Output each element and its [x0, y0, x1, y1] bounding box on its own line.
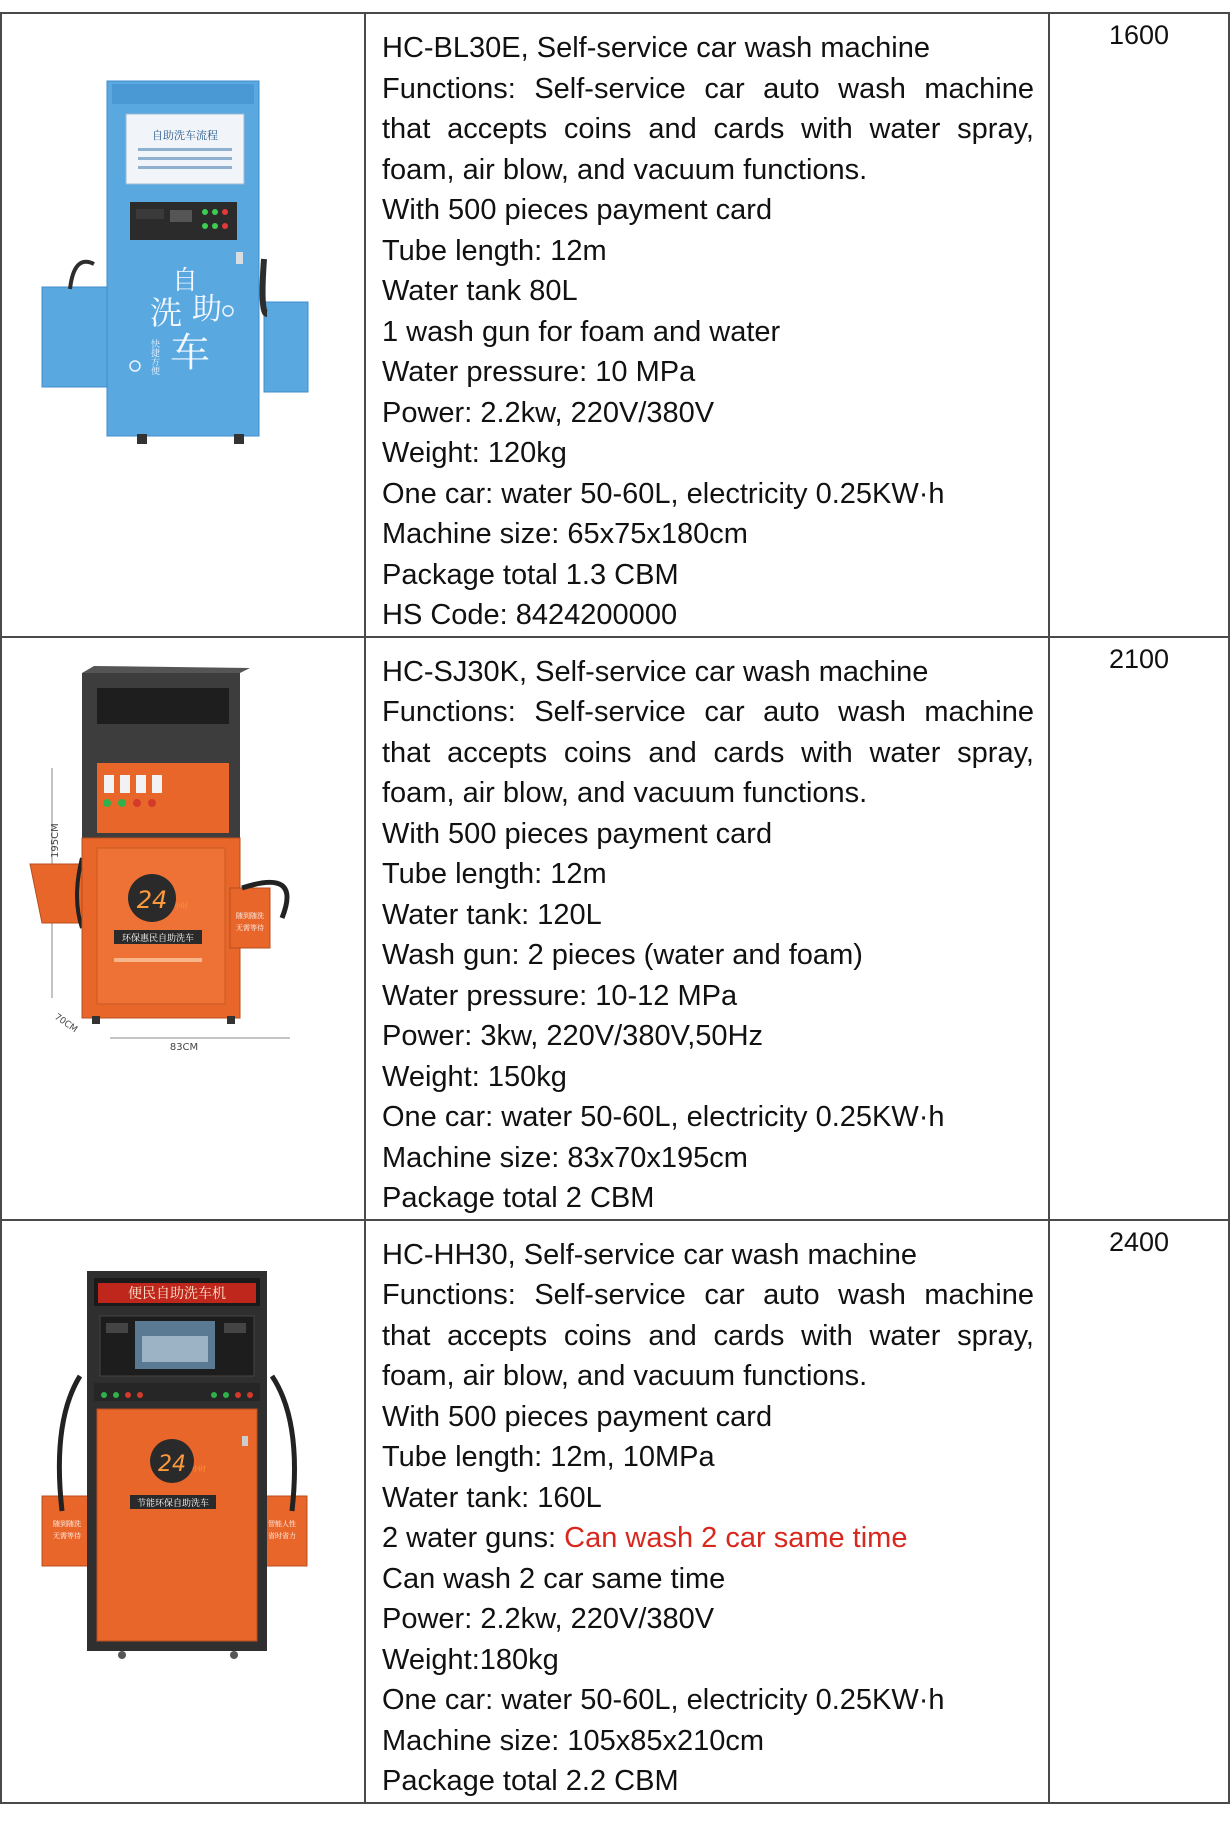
- description-line: Functions: Self-service car auto wash machine that accepts coins and cards with water spray, foam, air blow, and vacuum functions.: [382, 72, 1034, 186]
- product-table: [0, 12, 1230, 1804]
- description-line: Tube length: 12m, 10MPa: [382, 1441, 715, 1473]
- right-sign-1: 智能人性: [268, 1519, 296, 1528]
- description-line: Water tank: 160L: [382, 1481, 602, 1514]
- machine-big-text-2: 助: [192, 292, 222, 327]
- dimension-height: 195CM: [50, 822, 61, 858]
- description-line: Water tank: 120L: [382, 898, 602, 931]
- logo-24-text: 24: [136, 885, 168, 914]
- banner-text: 便民自助洗车机: [128, 1285, 226, 1302]
- product-image-cell: [1, 13, 365, 637]
- description-line: Water pressure: 10-12 MPa: [382, 979, 738, 1012]
- logo-suffix-text: 小时: [192, 1464, 206, 1473]
- car-wash-machine-orange-image: [2, 638, 364, 1153]
- description-line: Weight:180kg: [382, 1643, 559, 1676]
- product-description-cell: [365, 1220, 1049, 1803]
- description-line: Can wash 2 car same time: [382, 1562, 726, 1595]
- machine-big-text-3: 洗: [150, 294, 183, 332]
- car-wash-machine-blue-image: [2, 14, 364, 562]
- table-row: [1, 13, 1229, 637]
- description-line: Power: 2.2kw, 220V/380V: [382, 396, 715, 429]
- table-row: [1, 637, 1229, 1220]
- highlight-prefix: 2 water guns:: [382, 1522, 565, 1554]
- product-image-cell: [1, 637, 365, 1220]
- left-sign-1: 随到随洗: [53, 1519, 81, 1528]
- left-sign-2: 无需等待: [53, 1531, 81, 1540]
- dimension-width: 83CM: [169, 1041, 199, 1053]
- description-line: One car: water 50-60L, electricity 0.25KW·h: [382, 1684, 945, 1716]
- description-line: Water tank 80L: [382, 275, 578, 307]
- description-line: Functions: Self-service car auto wash machine that accepts coins and cards with water spray, foam, air blow, and vacuum functions.: [382, 1279, 1034, 1392]
- description-line: Weight: 120kg: [382, 437, 567, 469]
- slogan-text: 节能环保自助洗车: [136, 1498, 210, 1509]
- description-line: HC-BL30E, Self-service car wash machine: [382, 32, 930, 64]
- side-sign-1: 随到随洗: [236, 911, 264, 920]
- description-line: Tube length: 12m: [382, 234, 607, 267]
- side-sign-2: 无需等待: [236, 923, 264, 932]
- machine-big-text-4: 车: [170, 330, 210, 376]
- description-line: With 500 pieces payment card: [382, 1400, 773, 1433]
- description-line: Tube length: 12m: [382, 858, 607, 890]
- description-line: Wash gun: 2 pieces (water and foam): [382, 939, 863, 971]
- description-line: Machine size: 105x85x210cm: [382, 1724, 765, 1757]
- description-line: Machine size: 83x70x195cm: [382, 1141, 748, 1174]
- description-line: With 500 pieces payment card: [382, 194, 773, 226]
- description-line: With 500 pieces payment card: [382, 817, 773, 850]
- product-description-cell: [365, 13, 1049, 637]
- price-cell: 2400: [1049, 1220, 1229, 1803]
- machine-big-text-1: 自: [172, 266, 199, 296]
- description-line: Package total 2 CBM: [382, 1182, 655, 1214]
- car-wash-machine-double-image: [2, 1221, 364, 1701]
- description-line: HC-SJ30K, Self-service car wash machine: [382, 655, 929, 688]
- description-line: Power: 2.2kw, 220V/380V: [382, 1603, 715, 1635]
- description-line: HS Code: 8424200000: [382, 599, 678, 631]
- description-line: Package total 2.2 CBM: [382, 1765, 679, 1797]
- machine-header-text: 自助洗车流程: [152, 129, 218, 142]
- slogan-text: 环保惠民自助洗车: [121, 933, 195, 944]
- description-line-highlight: [382, 1518, 1034, 1559]
- price-cell: 2100: [1049, 637, 1229, 1220]
- description-line: Package total 1.3 CBM: [382, 558, 679, 591]
- logo-suffix-text: 小时: [174, 901, 188, 910]
- table-row: [1, 1220, 1229, 1803]
- machine-side-text: 快捷方便: [149, 339, 159, 375]
- description-line: One car: water 50-60L, electricity 0.25KW·h: [382, 1101, 945, 1133]
- description-line: Power: 3kw, 220V/380V,50Hz: [382, 1020, 764, 1052]
- logo-24-text: 24: [158, 1451, 186, 1477]
- description-line: One car: water 50-60L, electricity 0.25KW·h: [382, 477, 945, 510]
- description-line: Weight: 150kg: [382, 1060, 567, 1093]
- highlight-red-text: Can wash 2 car same time: [564, 1522, 908, 1554]
- dimension-depth: 70CM: [52, 1011, 79, 1035]
- price-cell: 1600: [1049, 13, 1229, 637]
- description-line: Machine size: 65x75x180cm: [382, 518, 748, 550]
- product-description-cell: [365, 637, 1049, 1220]
- right-sign-2: 省时省力: [268, 1531, 296, 1540]
- description-line: Water pressure: 10 MPa: [382, 356, 696, 388]
- product-image-cell: [1, 1220, 365, 1803]
- description-line: Functions: Self-service car auto wash machine that accepts coins and cards with water spray, foam, air blow, and vacuum functions.: [382, 696, 1034, 809]
- description-line: HC-HH30, Self-service car wash machine: [382, 1238, 918, 1271]
- description-line: 1 wash gun for foam and water: [382, 315, 781, 348]
